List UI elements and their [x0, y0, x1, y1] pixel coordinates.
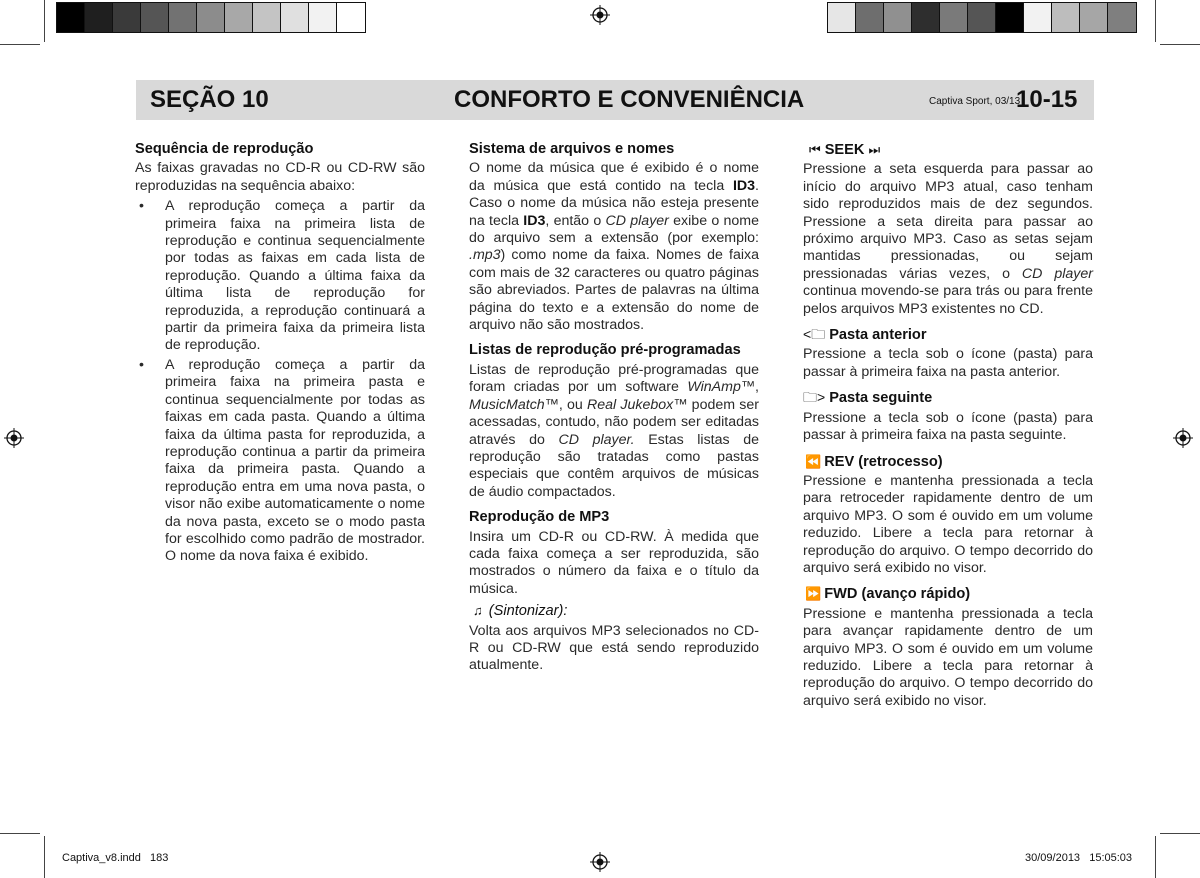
crop-mark	[1155, 836, 1156, 878]
cd-player-term: CD player.	[558, 431, 635, 448]
key-id3: ID3	[523, 212, 546, 229]
footer-timestamp: 30/09/2013 15:05:03	[1025, 852, 1133, 864]
paragraph: Pressione e mantenha pressionada a tecla para retroceder rapidamente dentro de um arquivo MP3. O som é ouvido em um volume reduzido. Libere a tecla para retornar à reprodução do arquivo. O tempo decorrido do arquivo será exibido no visor.	[803, 472, 1093, 576]
crop-mark	[1160, 833, 1200, 834]
crop-mark	[44, 836, 45, 878]
color-swatch	[169, 3, 197, 32]
list-item-text: A reprodução começa a partir da primeira faixa na primeira pasta e continua sequencialmente por todas as faixas em cada pasta. Quando a última faixa da última pasta for reproduzida, a reprodução continua a partir da primeira faixa da primeira pasta. Quando a reprodução entra em uma nova pasta, o visor não exibe automaticamente o nome da nova pasta, exceto se o modo pasta for escolhido como padrão de mostrador. O nome da nova faixa é exibido.	[165, 356, 425, 565]
color-swatch	[1108, 3, 1136, 32]
paragraph	[803, 161, 1093, 318]
registration-mark-left	[4, 428, 24, 448]
footer-file-info: Captiva_v8.indd 183	[62, 852, 169, 864]
paragraph: Pressione e mantenha pressionada a tecla para avançar rapidamente dentro de um arquivo MP3. O som é ouvido em um volume reduzido. Libere a tecla para retornar à reprodução do arquivo. O tempo decorrido do arquivo será exibido no visor.	[803, 605, 1093, 709]
heading-playback-sequence: Sequência de reprodução	[135, 141, 314, 157]
vehicle-edition: Captiva Sport, 03/13	[929, 96, 1021, 107]
crop-mark	[44, 0, 45, 42]
bullet-list	[135, 198, 425, 566]
next-folder-label: Pasta seguinte	[829, 390, 933, 407]
page-number: 10-15	[1016, 86, 1078, 113]
text: , ou	[558, 396, 588, 413]
software-winamp: WinAmp™	[687, 379, 756, 396]
color-swatch	[912, 3, 940, 32]
next-folder-icon: 🗀>	[803, 389, 826, 406]
heading-mp3-playback: Reprodução de MP3	[469, 509, 610, 526]
crop-mark	[1160, 44, 1200, 45]
seek-forward-icon: ⏭	[868, 142, 881, 157]
crop-mark	[1155, 0, 1156, 42]
bullet: •	[139, 198, 144, 215]
fast-forward-icon: ⏩	[805, 586, 822, 602]
heading-fast-forward	[803, 585, 1093, 603]
color-bar-left	[56, 2, 366, 33]
color-swatch	[884, 3, 912, 32]
color-swatch	[281, 3, 309, 32]
color-swatch	[57, 3, 85, 32]
heading-rewind	[803, 453, 1093, 471]
software-realjukebox: Real Jukebox™	[587, 396, 688, 413]
text: . Caso o nome da música não esteja presente na tecla	[469, 177, 759, 229]
cd-player-term: CD player	[1021, 265, 1093, 282]
registration-mark-right	[1173, 428, 1193, 448]
heading-seek	[803, 141, 1093, 159]
color-swatch	[113, 3, 141, 32]
text: Listas de reprodução pré-programadas que foram criadas por um software	[469, 361, 759, 396]
paragraph: Pressione a tecla sob o ícone (pasta) para passar à primeira faixa na pasta seguinte.	[803, 409, 1093, 444]
key-id3: ID3	[732, 177, 756, 194]
color-swatch	[225, 3, 253, 32]
text: O nome da música que é exibido é o nome da música que está contido na tecla	[469, 160, 759, 194]
color-bar-right	[827, 2, 1137, 33]
text: Estas listas de reprodução são tratadas como pastas especiais que contêm arquivos de músicas de áudio compactados.	[469, 431, 759, 500]
music-note-icon: ♫	[473, 603, 483, 619]
seek-back-icon: ⏮	[809, 142, 821, 157]
color-swatch	[253, 3, 281, 32]
text: podem ser acessadas, contudo, não podem ser editadas através do	[469, 396, 759, 448]
registration-mark-top	[590, 5, 610, 25]
heading-next-folder	[803, 389, 1093, 407]
list-item-text: A reprodução começa a partir da primeira faixa na primeira lista de reprodução e continua sequencialmente por todas as faixas em cada lista de reprodução. Quando a última faixa da última lista de reprodução for reproduzida, a reprodução continuará a partir da primeira faixa da primeira lista de reprodução.	[165, 198, 425, 354]
text: ,	[755, 379, 759, 396]
cd-player-term: CD player	[605, 212, 669, 229]
page-title: CONFORTO E CONVENIÊNCIA	[454, 86, 805, 113]
text: Pressione a seta esquerda para passar ao início do arquivo MP3 atual, caso tenham sido reproduzidos mais de dez segundos. Pressione a seta direita para passar ao próximo arquivo MP3. Caso as setas sejam mantidas pressionadas, ou sejam pressionadas várias vezes, o	[803, 161, 1093, 282]
page-header	[136, 80, 1094, 120]
crop-mark	[0, 44, 40, 45]
section-label: SEÇÃO 10	[150, 86, 269, 113]
paragraph: Insira um CD-R ou CD-RW. À medida que cada faixa começa a ser reproduzida, são mostrados o número da faixa e o título da música.	[469, 528, 759, 597]
list-item	[135, 357, 425, 566]
heading-file-system: Sistema de arquivos e nomes	[469, 141, 675, 157]
rewind-icon: ⏪	[805, 453, 822, 469]
color-swatch	[856, 3, 884, 32]
column-2	[469, 141, 759, 683]
paragraph	[469, 362, 759, 501]
text: continua movendo-se para trás ou para frente pelos arquivos MP3 existentes no CD.	[803, 283, 1093, 317]
heading-playlists: Listas de reprodução pré-programadas	[469, 342, 741, 359]
paragraph: Pressione a tecla sob o ícone (pasta) para passar à primeira faixa na pasta anterior.	[803, 346, 1093, 380]
text: , então o	[545, 212, 606, 229]
color-swatch	[1052, 3, 1080, 32]
color-swatch	[940, 3, 968, 32]
color-swatch	[1024, 3, 1052, 32]
paragraph: As faixas gravadas no CD-R ou CD-RW são reproduzidas na sequência abaixo:	[135, 160, 425, 194]
previous-folder-label: Pasta anterior	[829, 327, 927, 344]
color-swatch	[197, 3, 225, 32]
extension-term: .mp3	[469, 247, 501, 264]
text: exibe o nome do arquivo sem a extensão (por exemplo:	[469, 212, 759, 247]
column-3	[803, 141, 1093, 718]
paragraph: Volta aos arquivos MP3 selecionados no CD-R ou CD-RW que está sendo reproduzido atualmente.	[469, 622, 759, 674]
color-swatch	[996, 3, 1024, 32]
tune-label: (Sintonizar):	[488, 603, 568, 620]
text: ) como nome da faixa. Nomes de faixa com mais de 32 caracteres ou quatro páginas são abreviados. Partes de palavras na última página do texto e a extensão do nome de arquivo não são mostrados.	[469, 247, 759, 334]
software-musicmatch: MusicMatch™	[469, 396, 559, 413]
seek-label: SEEK	[824, 142, 865, 158]
color-swatch	[337, 3, 365, 32]
heading-previous-folder	[803, 326, 1093, 344]
color-swatch	[828, 3, 856, 32]
paragraph	[469, 160, 759, 334]
color-swatch	[968, 3, 996, 32]
crop-mark	[0, 833, 40, 834]
registration-mark-bottom	[590, 852, 610, 872]
heading-tune	[469, 602, 759, 620]
column-1	[135, 141, 425, 568]
bullet: •	[139, 356, 144, 373]
color-swatch	[85, 3, 113, 32]
list-item	[135, 198, 425, 355]
previous-folder-icon: <🗀	[803, 326, 826, 343]
color-swatch	[309, 3, 337, 32]
rewind-label: REV (retrocesso)	[824, 453, 943, 470]
color-swatch	[1080, 3, 1108, 32]
fast-forward-label: FWD (avanço rápido)	[824, 586, 971, 603]
color-swatch	[141, 3, 169, 32]
